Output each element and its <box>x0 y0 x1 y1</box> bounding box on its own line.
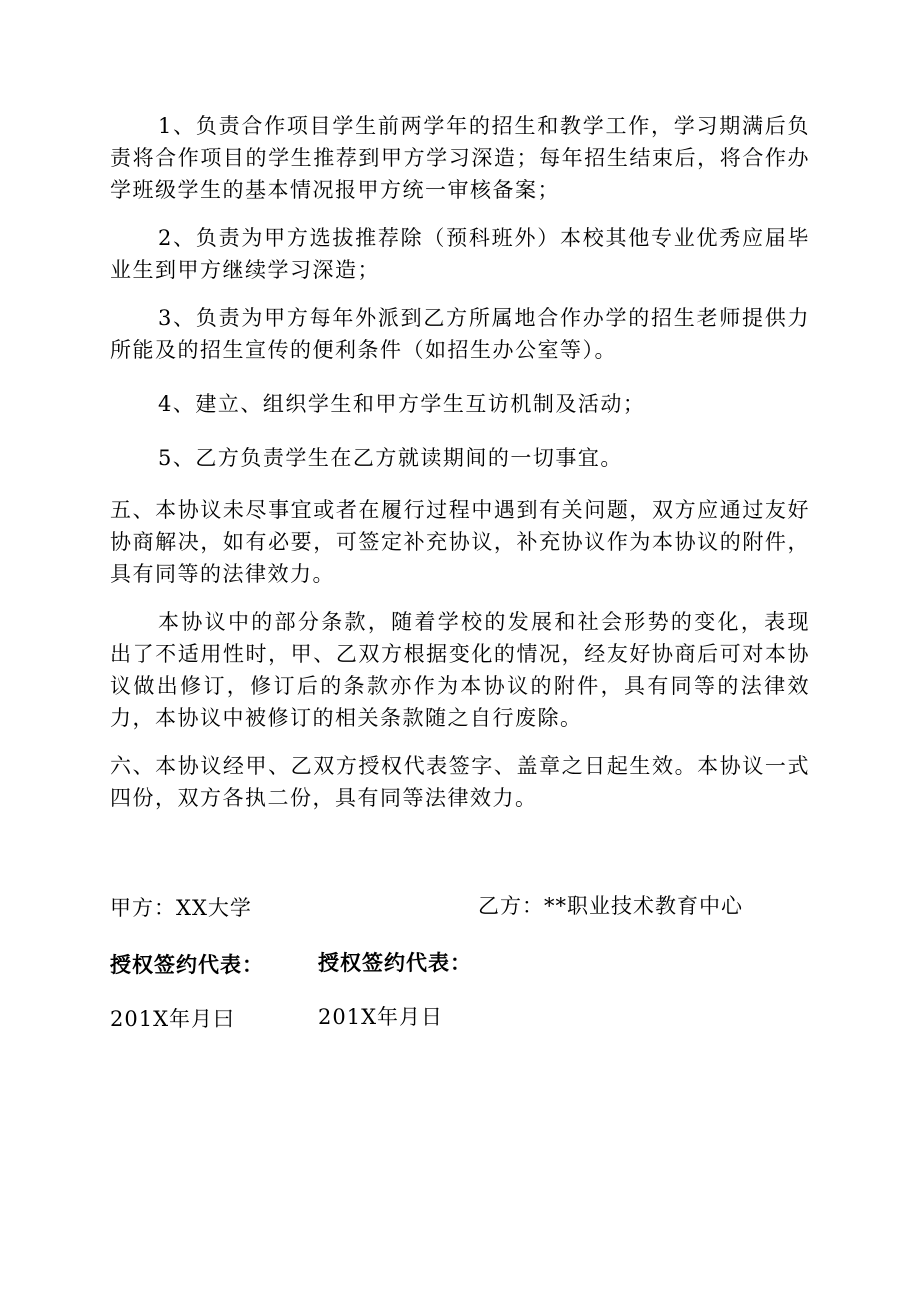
party-a-label: 甲方：XX大学 <box>110 896 252 920</box>
list-item-4: 4、建立、组织学生和甲方学生互访机制及活动； <box>158 392 646 416</box>
clause-five: 五、本协议未尽事宜或者在履行过程中遇到有关问题，双方应通过友好协商解决，如有必要，可签定补充协议，补充协议作为本协议的附件，具有同等的法律效力。 <box>110 498 810 586</box>
party-a-representative: 授权签约代表： <box>110 952 264 977</box>
clause-five-sub: 本协议中的部分条款，随着学校的发展和社会形势的变化，表现出了不适用性时，甲、乙双方根据变化的情况，经友好协商后可对本协议做出修订，修订后的条款亦作为本协议的附件，具有同等的法律效力，本协议中被修订的相关条款随之自行废除。 <box>110 610 810 730</box>
party-b-representative: 授权签约代表： <box>318 950 472 975</box>
clause-six: 六、本协议经甲、乙双方授权代表签字、盖章之日起生效。本协议一式四份，双方各执二份，具有同等法律效力。 <box>110 754 810 810</box>
party-b-date: 201X年月日 <box>318 1005 444 1029</box>
list-item-3: 3、负责为甲方每年外派到乙方所属地合作办学的招生老师提供力所能及的招生宣传的便利条件（如招生办公室等）。 <box>110 306 810 362</box>
party-b-label: 乙方：**职业技术教育中心 <box>478 894 743 918</box>
party-a-date: 201X年月曰 <box>110 1007 236 1031</box>
list-item-1: 1、负责合作项目学生前两学年的招生和教学工作，学习期满后负责将合作项目的学生推荐到甲方学习深造；每年招生结束后，将合作办学班级学生的基本情况报甲方统一审核备案； <box>110 114 810 202</box>
list-item-2: 2、负责为甲方选拔推荐除（预科班外）本校其他专业优秀应届毕业生到甲方继续学习深造； <box>110 226 810 282</box>
list-item-5: 5、乙方负责学生在乙方就读期间的一切事宜。 <box>158 446 623 470</box>
